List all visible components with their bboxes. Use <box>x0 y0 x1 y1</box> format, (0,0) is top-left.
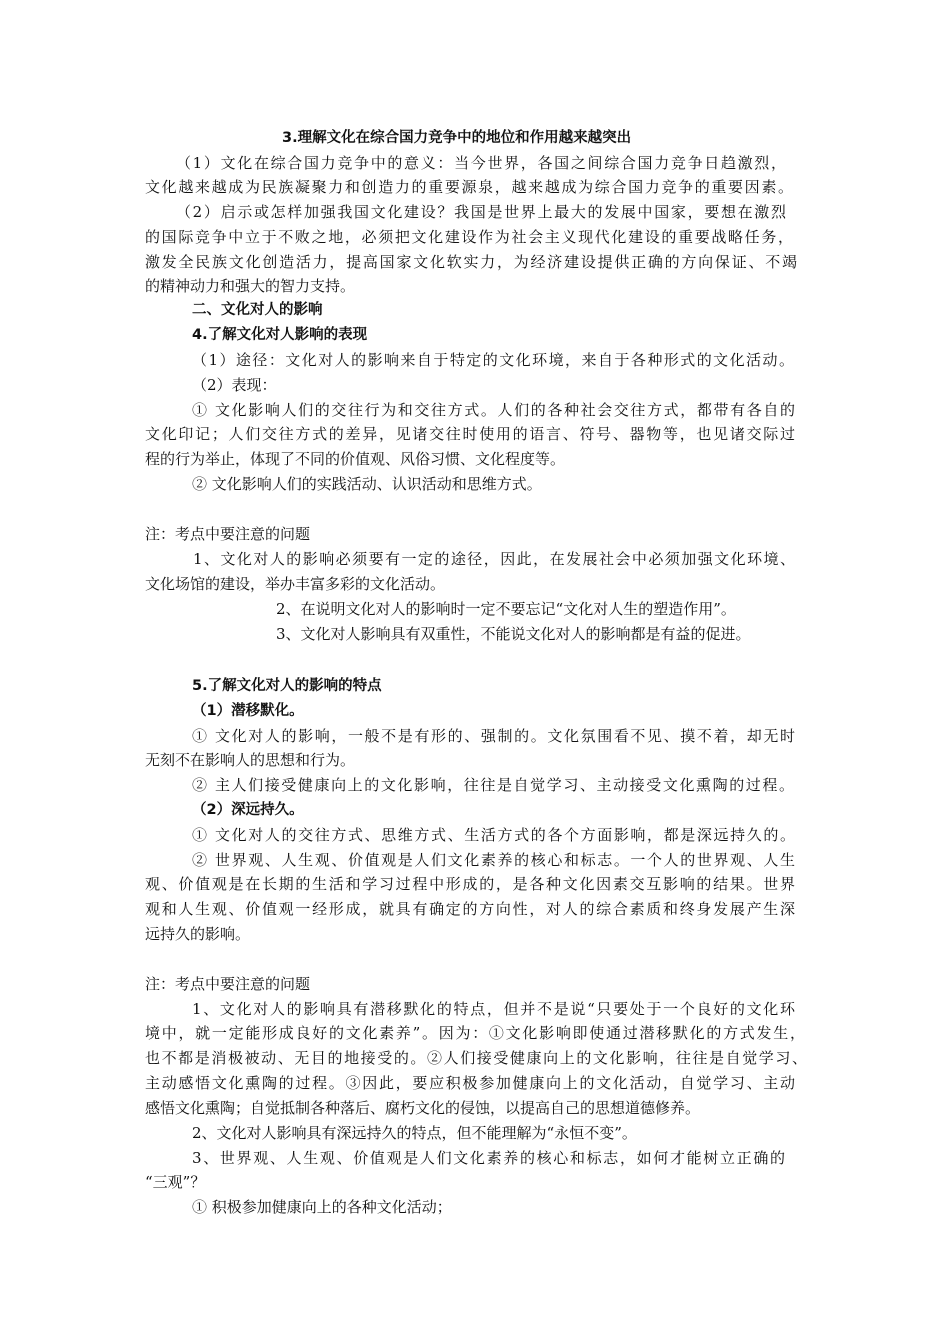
paragraph-line: （1）途径：文化对人的影响来自于特定的文化环境，来自于各种形式的文化活动。 <box>192 351 794 369</box>
paragraph-line: 文化印记；人们交往方式的差异，见诸交往时使用的语言、符号、器物等，也见诸交际过 <box>145 425 795 443</box>
subheading: （2）深远持久。 <box>192 802 304 818</box>
paragraph-line: （2）表现： <box>192 376 277 394</box>
paragraph-line: 观和人生观、价值观一经形成，就具有确定的方向性，对人的综合素质和终身发展产生深 <box>145 900 795 918</box>
paragraph-line: ② 世界观、人生观、价值观是人们文化素养的核心和标志。一个人的世界观、人生 <box>192 851 795 869</box>
paragraph-line: 主动感悟文化熏陶的过程。③因此，要应积极参加健康向上的文化活动，自觉学习、主动 <box>145 1074 795 1092</box>
paragraph-line: ① 文化对人的影响，一般不是有形的、强制的。文化氛围看不见、摸不着，却无时 <box>192 727 795 745</box>
paragraph-line: 远持久的影响。 <box>145 925 251 943</box>
paragraph-line: 程的行为举止，体现了不同的价值观、风俗习惯、文化程度等。 <box>145 450 566 468</box>
paragraph-line: ② 主人们接受健康向上的文化影响，往往是自觉学习、主动接受文化熏陶的过程。 <box>192 776 794 794</box>
note-heading: 注：考点中要注意的问题 <box>145 525 311 543</box>
paragraph-line: 的精神动力和强大的智力支持。 <box>145 277 356 295</box>
paragraph-line: 文化越来越成为民族凝聚力和创造力的重要源泉，越来越成为综合国力竞争的重要因素。 <box>145 178 793 196</box>
paragraph-line: 激发全民族文化创造活力，提高国家文化软实力，为经济建设提供正确的方向保证、不竭 <box>145 253 797 271</box>
paragraph-line: ① 积极参加健康向上的各种文化活动； <box>192 1198 452 1216</box>
heading-5: 5.了解文化对人的影响的特点 <box>192 678 382 694</box>
paragraph-line: 3、文化对人影响具有双重性，不能说文化对人的影响都是有益的促进。 <box>276 625 751 643</box>
paragraph-line: 境中，就一定能形成良好的文化素养”。因为：①文化影响即使通过潜移默化的方式发生， <box>145 1024 805 1042</box>
paragraph-line: （2）启示或怎样加强我国文化建设？我国是世界上最大的发展中国家，要想在激烈 <box>176 203 786 221</box>
paragraph-line: 1、文化对人的影响具有潜移默化的特点，但并不是说“只要处于一个良好的文化环 <box>192 1000 795 1018</box>
paragraph-line: ② 文化影响人们的实践活动、认识活动和思维方式。 <box>192 475 542 493</box>
heading-4: 4.了解文化对人影响的表现 <box>192 327 368 343</box>
paragraph-line: 文化场馆的建设，举办丰富多彩的文化活动。 <box>145 575 446 593</box>
subheading: （1）潜移默化。 <box>192 703 304 719</box>
paragraph-line: ① 文化对人的交往方式、思维方式、生活方式的各个方面影响，都是深远持久的。 <box>192 826 795 844</box>
paragraph-line: “三观”？ <box>145 1173 206 1191</box>
paragraph-line: 2、在说明文化对人的影响时一定不要忘记“文化对人生的塑造作用”。 <box>276 600 736 618</box>
paragraph-line: 3、世界观、人生观、价值观是人们文化素养的核心和标志，如何才能树立正确的 <box>192 1149 785 1167</box>
paragraph-line: 1、文化对人的影响必须要有一定的途径，因此，在发展社会中必须加强文化环境、 <box>193 550 795 568</box>
paragraph-line: （1）文化在综合国力竞争中的意义：当今世界，各国之间综合国力竞争日趋激烈， <box>176 154 786 172</box>
paragraph-line: 2、文化对人影响具有深远持久的特点，但不能理解为“永恒不变”。 <box>192 1124 637 1142</box>
paragraph-line: 无刻不在影响人的思想和行为。 <box>145 751 356 769</box>
paragraph-line: 观、价值观是在长期的生活和学习过程中形成的，是各种文化因素交互影响的结果。世界 <box>145 875 795 893</box>
note-heading: 注：考点中要注意的问题 <box>145 975 311 993</box>
section-heading: 二、文化对人的影响 <box>192 302 323 318</box>
paragraph-line: ① 文化影响人们的交往行为和交往方式。人们的各种社会交往方式，都带有各自的 <box>192 401 795 419</box>
paragraph-line: 感悟文化熏陶；自觉抵制各种落后、腐朽文化的侵蚀，以提高自己的思想道德修养。 <box>145 1099 701 1117</box>
paragraph-line: 也不都是消极被动、无目的地接受的。②人们接受健康向上的文化影响，往往是自觉学习、 <box>145 1049 807 1067</box>
paragraph-line: 的国际竞争中立于不败之地，必须把文化建设作为社会主义现代化建设的重要战略任务， <box>145 228 793 246</box>
heading-3: 3.理解文化在综合国力竞争中的地位和作用越来越突出 <box>282 130 632 146</box>
